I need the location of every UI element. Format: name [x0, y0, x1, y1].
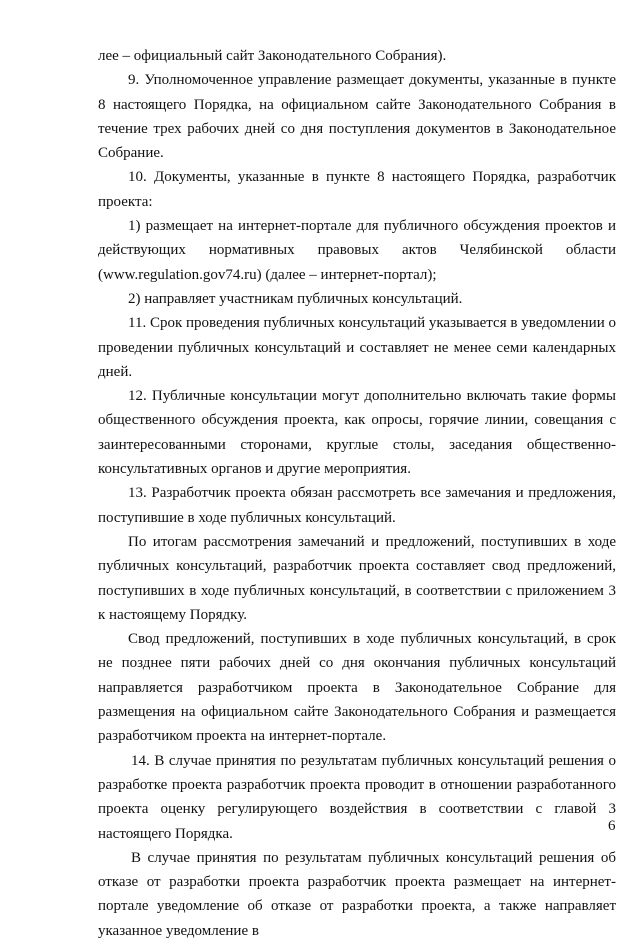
- paragraph-item-14: 14. В случае принятия по результатам публичных консультаций решения о разработке проекта разработчик проекта проводит в отношении разработанного проекта оценку регулирующего воздействия в соответствии с главой 3 настоящего Порядка.: [98, 752, 616, 842]
- document-body: [98, 44, 616, 943]
- paragraph-continuation: лее – официальный сайт Законодательного Собрания).: [98, 48, 447, 64]
- paragraph-item-9: 9. Уполномоченное управление размещает документы, указанные в пункте 8 настоящего Порядка, на официальном сайте Законодательного Собрания в течение трех рабочих дней со дня поступления документов в Законодательное Собрание.: [98, 72, 616, 162]
- paragraph-subitem-1-cont: (www.regulation.gov74.ru) (далее – интернет-портал);: [98, 266, 437, 283]
- paragraph-item-11: 11. Срок проведения публичных консультаций указывается в уведомлении о проведении публичных консультаций и составляет не менее семи календарных дней.: [98, 315, 616, 380]
- paragraph-item-13: 13. Разработчик проекта обязан рассмотреть все замечания и предложения, поступившие в ходе публичных консультаций.: [98, 485, 616, 526]
- paragraph-refusal: В случае принятия по результатам публичных консультаций решения об отказе от разработки проекта разработчик проекта размещает на интернет-портале уведомление об отказе от разработки проекта, а также направляет указанное уведомление в: [98, 849, 616, 939]
- paragraph-item-12: 12. Публичные консультации могут дополнительно включать такие формы общественного обсуждения проекта, как опросы, горячие линии, совещания с заинтересованными сторонами, круглые столы, заседания общественно-консультативных органов и другие мероприятия.: [98, 388, 616, 478]
- page-number: 6: [608, 818, 616, 834]
- paragraph-summary: Свод предложений, поступивших в ходе публичных консультаций, в срок не позднее пяти рабочих дней со дня окончания публичных консультаций направляется разработчиком проекта в Законодательное Собрание для размещения на официальном сайте Законодательного Собрания и размещается разработчиком проекта на интернет-портале.: [98, 631, 616, 745]
- paragraph-item-10: 10. Документы, указанные в пункте 8 настоящего Порядка, разработчик проекта:: [98, 169, 616, 210]
- paragraph-subitem-1: 1) размещает на интернет-портале для публичного обсуждения проектов и действующих нормативных правовых актов Челябинской области: [98, 218, 616, 259]
- paragraph-subitem-2: 2) направляет участникам публичных консультаций.: [128, 290, 463, 307]
- paragraph-results: По итогам рассмотрения замечаний и предложений, поступивших в ходе публичных консультаций, разработчик проекта составляет свод предложений, поступивших в ходе публичных консультаций, в соответствии с приложением 3 к настоящему Порядку.: [98, 533, 616, 623]
